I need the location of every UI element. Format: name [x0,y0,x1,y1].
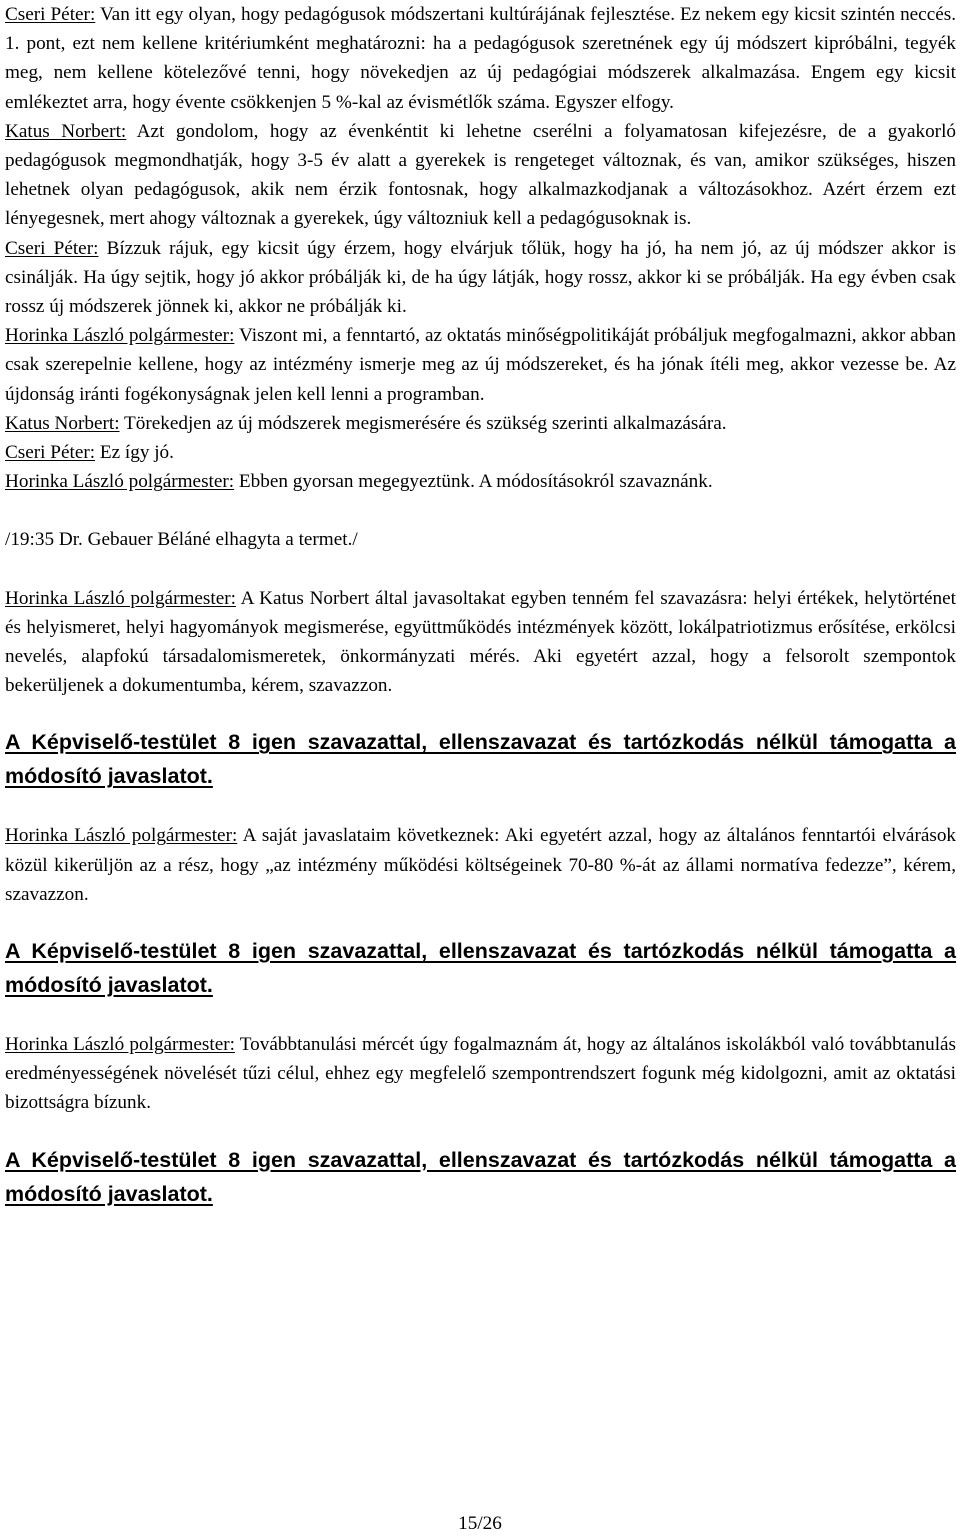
speech-paragraph [5,467,956,496]
speaker-name: Cseri Péter: [5,4,96,25]
speaker-name: Cseri Péter: [5,442,96,464]
speech-paragraph [5,321,956,409]
speech-text: Bízzuk rájuk, egy kicsit úgy érzem, hogy elvárjuk tőlük, hogy ha jó, ha nem jó, az új módszer akkor is csinálják. Ha úgy sejtik, hogy jó akkor próbálják ki, de ha úgy látják, hogy rossz, akkor ki se próbálják. Ha egy évben csak rossz új módszerek jönnek ki, akkor ne próbálják ki. [5,237,956,318]
speech-paragraph [5,584,956,701]
spacer [5,1002,956,1030]
speaker-name: Horinka László polgármester: [5,1034,235,1056]
speech-text: Törekedjen az új módszerek megismerésére és szükség szerinti alkalmazására. [119,412,727,434]
spacer [5,793,956,821]
speech-paragraph [5,1030,956,1118]
speaker-name: Katus Norbert: [5,412,120,434]
speech-text: Viszont mi, a fenntartó, az oktatás minőségpolitikáját próbáljuk megfogalmazni, akkor abban csak szerepelnie kellene, hogy az intézmény ismerje meg az új módszereket, és ha jónak ítéli meg, akkor vezesse be. Az újdonság iránti fogékonyságnak jelen kell lenni a programban. [5,325,956,405]
speech-paragraph [5,409,956,438]
speech-paragraph [5,438,956,467]
speech-text: Továbbtanulási mércét úgy fogalmaznám át, hogy az általános iskolákból való továbbtanulás eredményességének növelését tűzi célul, ehhez egy megfelelő szempontrendszert fogunk még kidolgozni, amit az oktatási bizottságra bízunk. [5,1034,957,1114]
speaker-name: Horinka László polgármester: [5,325,235,347]
document-page [5,0,956,1211]
resolution-text: A Képviselő-testület 8 igen szavazattal, ellenszavazat és tartózkodás nélkül támogatta a módosító javaslatot. [5,939,956,998]
speaker-name: Horinka László polgármester: [5,471,235,493]
attendance-note: /19:35 Dr. Gebauer Béláné elhagyta a termet./ [5,529,358,551]
speech-paragraph [5,234,956,322]
resolution-text: A Képviselő-testület 8 igen szavazattal, ellenszavazat és tartózkodás nélkül támogatta a módosító javaslatot. [5,730,956,789]
spacer [5,909,956,934]
speaker-name: Horinka László polgármester: [5,587,236,609]
speaker-name: Katus Norbert: [5,120,127,142]
speech-text: A saját javaslataim következnek: Aki egyetért azzal, hogy az általános fenntartói elvárások közül kikerüljön az a rész, hogy „az intézmény működési költségeinek 70-80 %-át az állami normatíva fedezze”, kérem, szavazzon. [5,825,957,905]
speech-paragraph [5,117,956,234]
spacer [5,700,956,725]
blank-line [5,555,956,584]
speech-text: Ez így jó. [95,442,174,464]
page-number: 15/26 [458,1513,502,1534]
blank-line [5,496,956,525]
speech-paragraph [5,0,956,117]
speaker-name: Horinka László polgármester: [5,825,238,847]
speaker-name: Cseri Péter: [5,237,99,259]
speech-paragraph [5,821,956,909]
speech-text: Van itt egy olyan, hogy pedagógusok módszertani kultúrájának fejlesztése. Ez nekem egy kicsit szintén neccés. 1. pont, ezt nem kellene kritériumként meghatározni: ha a pedagógusok szeretnének egy új módszert kipróbálni, tegyék meg, nem kellene kötelezővé tenni, hogy növekedjen az új pedagógiai módszerek alkalmazása. Engem egy kicsit emlékeztet arra, hogy évente csökkenjen 5 %-kal az évismétlők száma. Egyszer elfogy. [5,4,956,113]
speech-text: A Katus Norbert által javasoltakat egyben tenném fel szavazásra: helyi értékek, helytörténet és helyismeret, helyi hagyományok megismerése, együttműködés intézmények között, lokálpatriotizmus erősítése, erkölcsi nevelés, alapfokú társadalomismeretek, önkormányzati mérés. Aki egyetért azzal, hogy a felsorolt szempontok bekerüljenek a dokumentumba, kérem, szavazzon. [5,587,957,697]
speech-text: Ebben gyorsan megegyeztünk. A módosításokról szavaznánk. [234,471,713,493]
resolution-text: A Képviselő-testület 8 igen szavazattal, ellenszavazat és tartózkodás nélkül támogatta a módosító javaslatot. [5,1147,956,1206]
spacer [5,1118,956,1143]
speech-text: Azt gondolom, hogy az évenkéntit ki lehetne cserélni a folyamatosan kifejezésre, de a gyakorló pedagógusok megmondhatják, hogy 3-5 év alatt a gyerekek is rengeteget változnak, és van, amikor szükséges, hiszen lehetnek olyan pedagógusok, akik nem érzik fontosnak, hogy alkalmazkodjanak a változásokhoz. Azért érzem ezt lényegesnek, mert ahogy változnak a gyerekek, úgy változniuk kell a pedagógusoknak is. [5,120,956,230]
